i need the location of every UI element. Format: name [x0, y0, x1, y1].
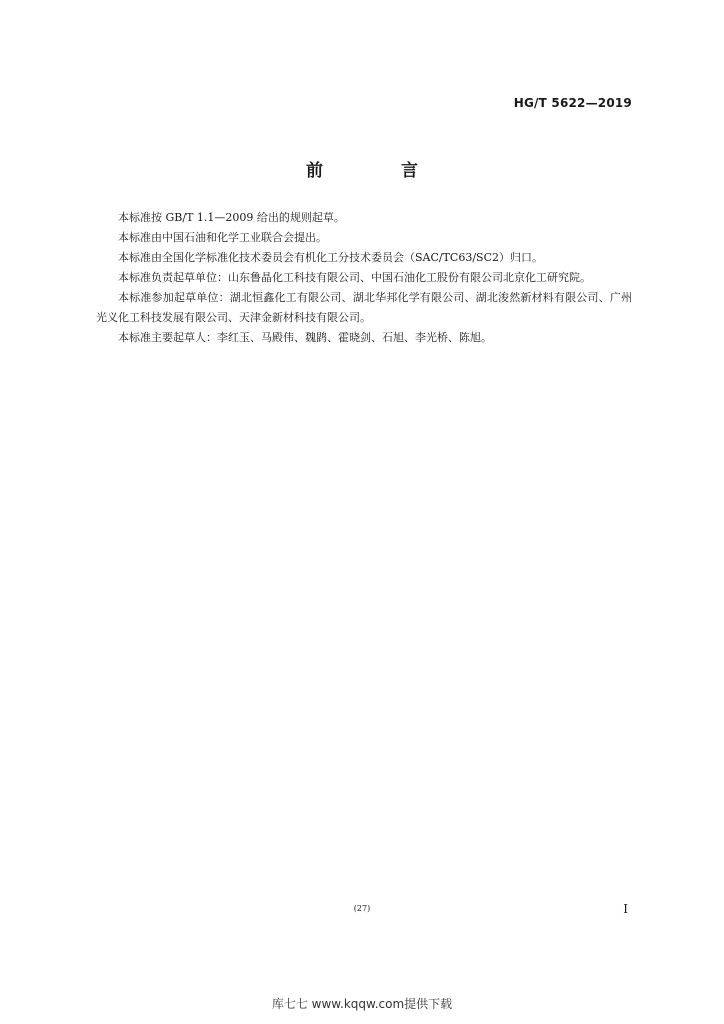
standard-code: HG/T 5622—2019 — [513, 96, 632, 110]
page-marker: (27) — [353, 904, 371, 913]
paragraph-main-drafters: 本标准主要起草人：李红玉、马殿伟、魏鹍、霍晓剑、石旭、李光桥、陈旭。 — [118, 331, 492, 344]
page-number: I — [623, 902, 628, 916]
download-watermark: 库七七 www.kqqw.com提供下载 — [271, 997, 453, 1011]
paragraph-participating-drafters: 本标准参加起草单位：湖北恒鑫化工有限公司、湖北华邦化学有限公司、湖北浚然新材料有限公司、广州光义化工科技发展有限公司、天津金新材科技有限公司。 — [96, 291, 632, 324]
foreword-body — [96, 208, 632, 348]
paragraph-drafting-rules: 本标准按 GB/T 1.1—2009 给出的规则起草。 — [118, 211, 345, 224]
paragraph-committee: 本标准由全国化学标准化技术委员会有机化工分技术委员会（SAC/TC63/SC2）归口。 — [118, 251, 544, 264]
paragraph-lead-drafters: 本标准负责起草单位：山东鲁晶化工科技有限公司、中国石油化工股份有限公司北京化工研究院。 — [118, 271, 591, 284]
page-title: 前 言 — [306, 161, 454, 181]
paragraph-proposer: 本标准由中国石油和化学工业联合会提出。 — [118, 231, 327, 244]
